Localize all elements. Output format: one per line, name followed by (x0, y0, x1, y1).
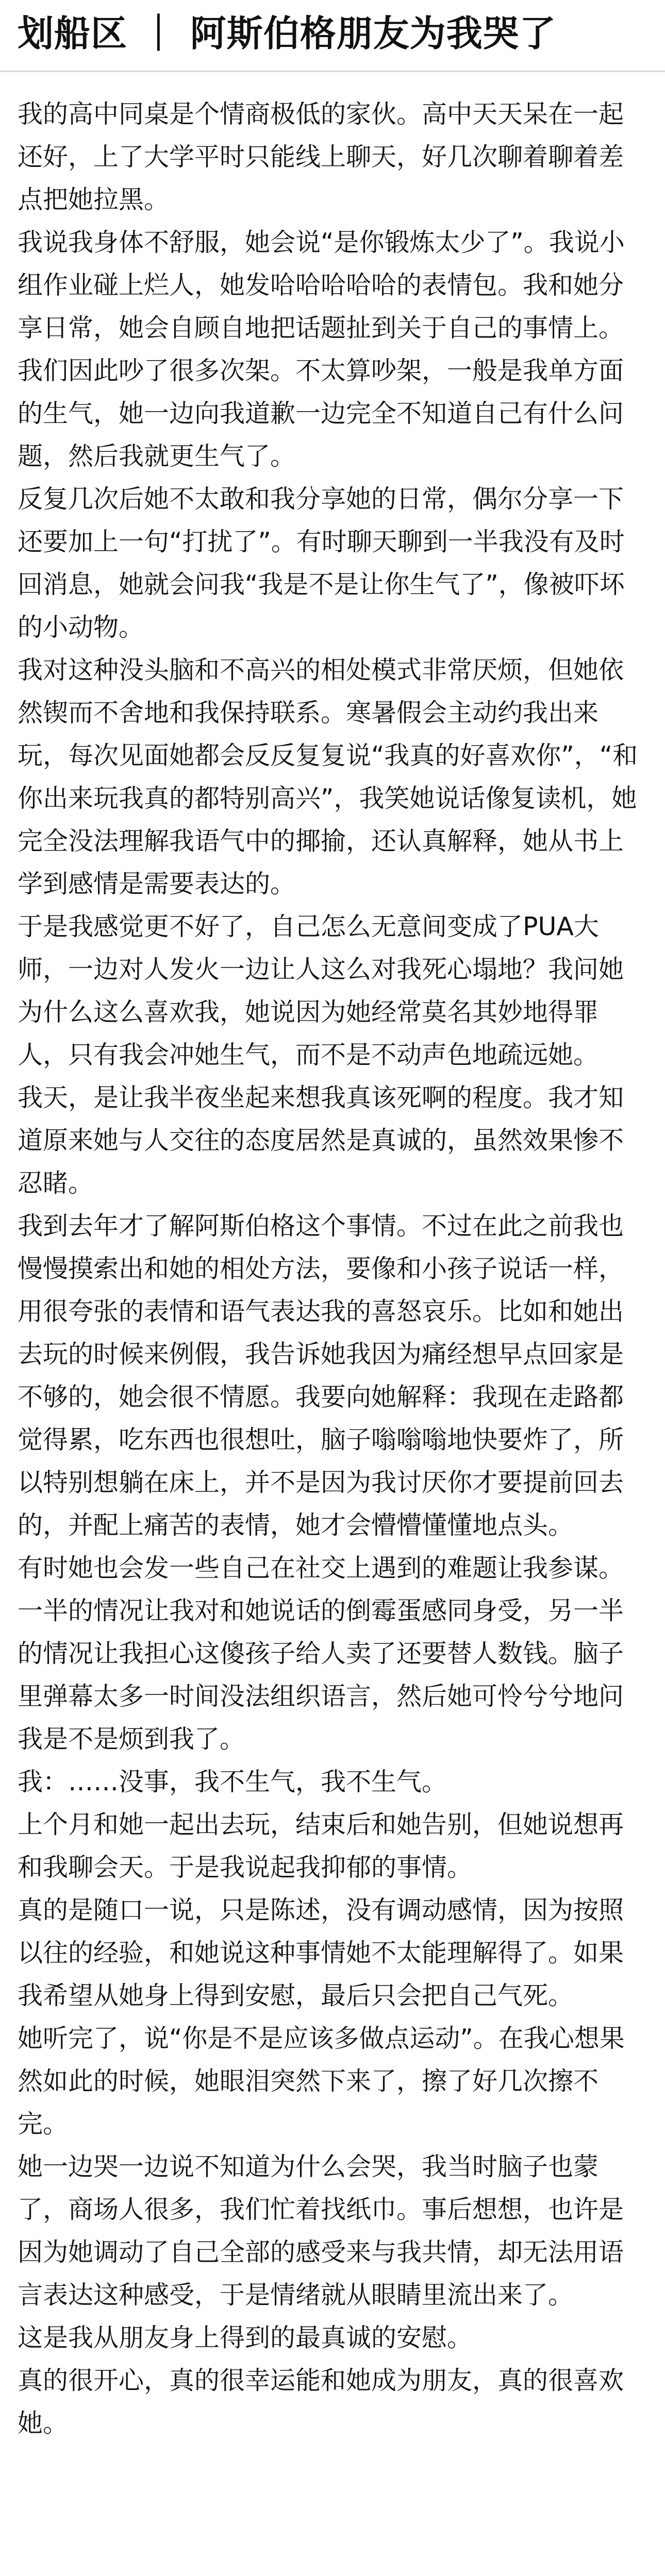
paragraph-4: 反复几次后她不太敢和我分享她的日常，偶尔分享一下还要加上一句“打扰了”。有时聊天聊到一半我没有及时回消息，她就会问我“我是不是让你生气了”，像被吓坏的小动物。 (18, 484, 625, 642)
post-title: 划船区 ｜ 阿斯伯格朋友为我哭了 (18, 12, 556, 55)
post-header (0, 0, 665, 72)
paragraph-12: 真的是随口一说，只是陈述，没有调动感情，因为按照以往的经验，和她说这种事情她不太能理解得了。如果我希望从她身上得到安慰，最后只会把自己气死。 (18, 1895, 624, 2010)
paragraph-16: 真的很开心，真的很幸运能和她成为朋友，真的很喜欢她。 (18, 2366, 624, 2438)
paragraph-2: 我说我身体不舒服，她会说“是你锻炼太少了”。我说小组作业碰上烂人，她发哈哈哈哈哈的表情包。我和她分享日常，她会自顾自地把话题扯到关于自己的事情上。 (18, 228, 625, 343)
paragraph-14: 她一边哭一边说不知道为什么会哭，我当时脑子也蒙了，商场人很多，我们忙着找纸巾。事后想想，也许是因为她调动了自己全部的感受来与我共情，却无法用语言表达这种感受，于是情绪就从眼睛里流出来了。 (18, 2152, 624, 2310)
paragraph-15: 这是我从朋友身上得到的最真诚的安慰。 (18, 2323, 473, 2352)
paragraph-1: 我的高中同桌是个情商极低的家伙。高中天天呆在一起还好，上了大学平时只能线上聊天，好几次聊着聊着差点把她拉黑。 (18, 99, 624, 214)
paragraph-10: 我：……没事，我不生气，我不生气。 (18, 1767, 447, 1797)
paragraph-8: 我到去年才了解阿斯伯格这个事情。不过在此之前我也慢慢摸索出和她的相处方法，要像和小孩子说话一样，用很夸张的表情和语气表达我的喜怒哀乐。比如和她出去玩的时候来例假，我告诉她我因为痛经想早点回家是不够的，她会很不情愿。我要向她解释：我现在走路都觉得累，吃东西也很想吐，脑子嗡嗡嗡地快要炸了，所以特别想躺在床上，并不是因为我讨厌你才要提前回去的，并配上痛苦的表情，她才会懵懵懂懂地点头。 (18, 1211, 624, 1540)
paragraph-13: 她听完了，说“你是不是应该多做点运动”。在我心想果然如此的时候，她眼泪突然下来了，擦了好几次擦不完。 (18, 2024, 625, 2139)
paragraph-6: 于是我感觉更不好了，自己怎么无意间变成了PUA大师，一边对人发火一边让人这么对我死心塌地？我问她为什么这么喜欢我，她说因为她经常莫名其妙地得罪人，只有我会冲她生气，而不是不动声色地疏远她。 (18, 912, 624, 1070)
paragraph-7: 我天，是让我半夜坐起来想我真该死啊的程度。我才知道原来她与人交往的态度居然是真诚的，虽然效果惨不忍睹。 (18, 1083, 624, 1198)
post-body (18, 93, 647, 2445)
paragraph-5: 我对这种没头脑和不高兴的相处模式非常厌烦，但她依然锲而不舍地和我保持联系。寒暑假会主动约我出来玩，每次见面她都会反反复复说“我真的好喜欢你”，“和你出来玩我真的都特别高兴”，我笑她说话像复读机，她完全没法理解我语气中的揶揄，还认真解释，她从书上学到感情是需要表达的。 (18, 655, 638, 899)
paragraph-3: 我们因此吵了很多次架。不太算吵架，一般是我单方面的生气，她一边向我道歉一边完全不知道自己有什么问题，然后我就更生气了。 (18, 356, 624, 471)
paragraph-9: 有时她也会发一些自己在社交上遇到的难题让我参谋。一半的情况让我对和她说话的倒霉蛋感同身受，另一半的情况让我担心这傻孩子给人卖了还要替人数钱。脑子里弹幕太多一时间没法组织语言，然后她可怜兮兮地问我是不是烦到我了。 (18, 1553, 624, 1754)
paragraph-11: 上个月和她一起出去玩，结束后和她告别，但她说想再和我聊会天。于是我说起我抑郁的事情。 (18, 1810, 624, 1882)
